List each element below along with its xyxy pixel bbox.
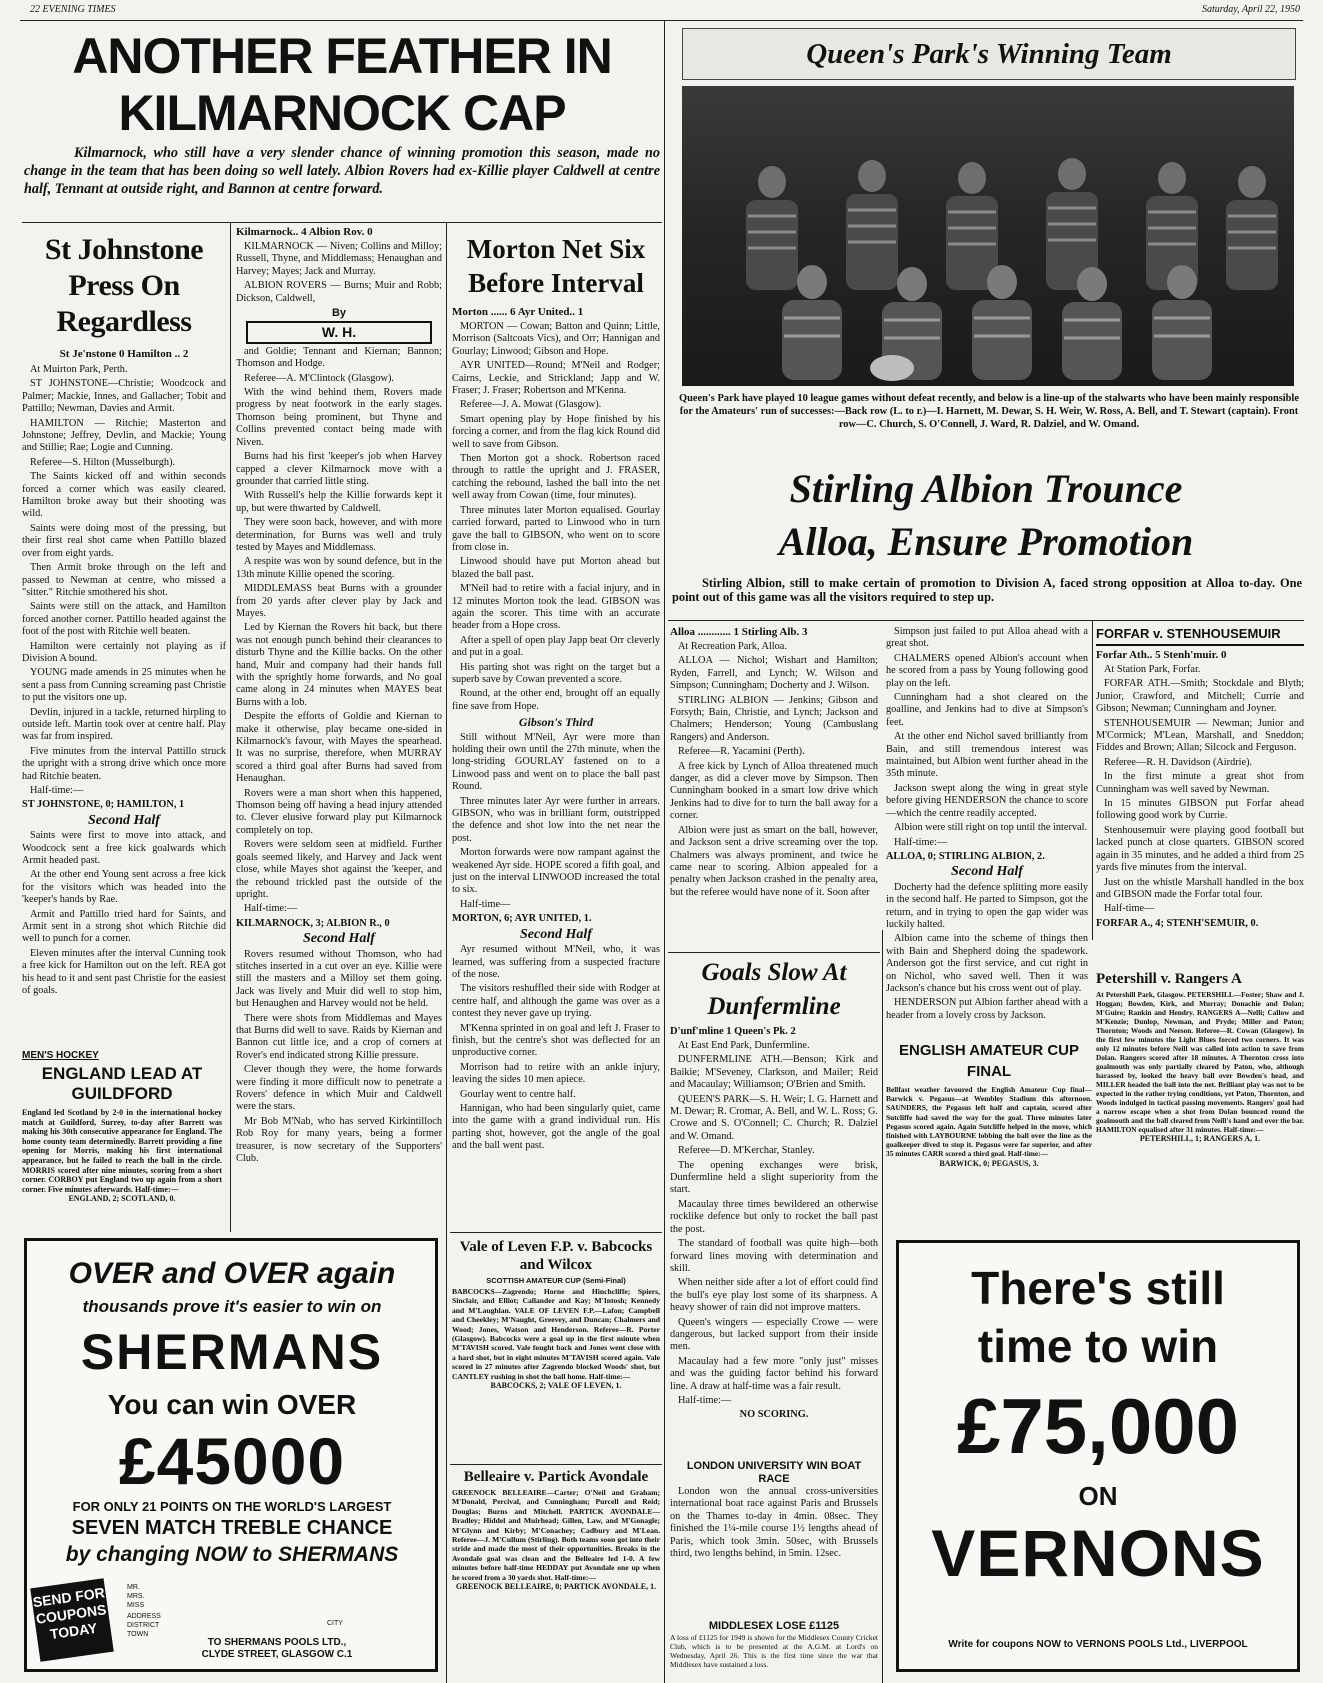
paragraph: Cunningham had a shot cleared on the goalline, and Jenkins had to dive at Simpson's feet. [886,692,1088,728]
forfar-score: Forfar Ath.. 5 Stenh'muir. 0 [1096,649,1227,661]
paragraph: Rovers were a man short when this happened, Thomson being off having a head injury attended to. Clever elusive forward play put Kilmarnock completely on top. [236,787,442,836]
paragraph: Saints were doing most of the pressing, but their first real shot came when Pattillo blazed over from eight yards. [22,522,226,559]
paragraph: YOUNG made amends in 25 minutes when he sent a pass from Cunning screaming past Christie to put the visitors one up. [22,667,226,704]
section-rule [450,1232,662,1233]
belleaire-headline: Belleaire v. Partick Avondale [463,1469,649,1485]
shermans-line2: thousands prove it's easier to win on [82,1297,382,1316]
paragraph: The Saints kicked off and within seconds forced a corner which was easily cleared. Hamilton broke away but their shooting was wild. [22,471,226,520]
paragraph: Referee—S. Hilton (Musselburgh). [30,456,176,468]
paragraph: Despite the efforts of Goldie and Kiernan to make it otherwise, play became one-sided in Kilmarnock's favour, with Mayes the spearhead. It was no surprise, therefore, when MURRAY scored a third goal after Burns had saved from Henaughan. [236,711,442,785]
paragraph: Queen's wingers — especially Crowe — were dangerous, but lacked support from their inside men. [670,1316,878,1353]
middlesex-article [670,1620,878,1682]
photo-title-box [682,28,1296,80]
form-label: DISTRICT [127,1622,160,1629]
dunfermline-score: D'unf'mline 1 Queen's Pk. 2 [670,1026,796,1037]
shermans-footer [127,1637,427,1661]
coupon-badge-label: SEND FOR COUPONS TODAY [31,1584,108,1643]
morton-body [452,321,660,1153]
shermans-line3: You can win OVER [107,1389,357,1420]
vale-kicker: SCOTTISH AMATEUR CUP (Semi-Final) [486,1276,626,1285]
paragraph: Still without M'Neil, Ayr were more than holding their own until the 27th minute, when the long-striding GOURLAY fastened on to a Linwood pass and went on to place the ball past Round. [452,731,660,793]
paragraph: ST JOHNSTONE, 0; HAMILTON, 1 [22,799,185,811]
paragraph: A respite was won by sound defence, but in the 13th minute Killie opened the scoring. [236,556,442,580]
shermans-footer2: CLYDE STREET, GLASGOW C.1 [201,1649,353,1660]
english-amateur-result: BARWICK, 0; PEGASUS, 3. [939,1158,1039,1168]
column-rule [1092,620,1093,940]
vale-article [452,1238,660,1468]
team-photo-image [682,86,1294,386]
belleaire-body: GREENOCK BELLEAIRE—Carter; O'Neil and Graham; M'Donald, Percival, and Cunningham; Purcell and Reid; Douglas; Burns and Mitchell. PARTICK AVONDALE—Bradley; Hiddel and Muirhead; Gillen, Law, and M'Gonagle; M'Glynn and Kirby; M'Conachey; Cadbury and M'Lean. Referee—J. M'Cullum (Stirling). Both teams soon got into their stride and made the most of their opportunities. Breaks in the Avondale goal was clean and the Belleaire led 1-0. A few minutes before half-time HEDDAY put Avondale one up when he scored from a 30 yards shot. Half-time:— [452,1488,660,1582]
form-label: ADDRESS [127,1613,161,1620]
paragraph: His parting shot was right on the target but a superb save by Cowan prevented a score. [452,661,660,685]
paragraph: MORTON, 6; AYR UNITED, 1. [452,913,592,925]
forfar-body [1096,664,1304,930]
byline-label: By [331,307,347,320]
photo-caption: Queen's Park have played 10 league games without defeat recently, and below is a line-up of the stalwarts who have been mainly responsible for the Amateurs' run of successes:—Back row (L. to r.)—I. Harnett, M. Dewar, S. H. Weir, W. Ross, A. Bell, and T. Stewart (captain). Front row—C. Church, S. O'Connell, J. Ward, R. Dalziel, and W. Omand. [679,393,1299,430]
paragraph: Macaulay three times bewildered an otherwise rocklike defence but only to rocket the ball past the post. [670,1198,878,1235]
st-johnstone-headline: St Johnstone Press On Regardless [44,233,204,338]
paragraph: Smart opening play by Hope finished by his forcing a corner, and from the flag kick Round did well to save from Gibson. [452,413,660,450]
paragraph: Referee—J. A. Mowat (Glasgow). [460,399,602,411]
stirling-headline-line2: Alloa, Ensure Promotion [778,519,1194,564]
paragraph: Led by Kiernan the Rovers hit back, but there was not enough punch behind their clearances to disturb Thyne and the Killie backs. On the other hand, Muir and company had their hands full with the sprightly home forwards, and No goal came along in 24 minutes when MAYES beat Burns with a lob. [236,622,442,708]
paragraph: Referee—D. M'Kerchar, Stanley. [678,1145,815,1157]
kilmarnock-body [236,241,442,1165]
paragraph: Eleven minutes after the interval Cunning took a free kick for Hamilton out on the left. REA got his head to it and sent past Christie for the easiest of goals. [22,947,226,997]
paragraph: Morrison had to retire with an ankle injury, leaving the sides 10 men apiece. [452,1061,660,1086]
middlesex-headline: MIDDLESEX LOSE £1125 [708,1620,840,1632]
form-label: MR. [127,1584,140,1591]
paragraph: With the wind behind them, Rovers made progress by neat footwork in the early stages. Thomson being prominent, but Thyne and Collins prevented contact being made with Niven. [236,387,442,448]
shermans-line4: FOR ONLY 21 POINTS ON THE WORLD'S LARGEST [72,1499,392,1514]
paragraph: Jackson swept along the wing in great style before giving HENDERSON the chance to score—which the centre readily accepted. [886,782,1088,819]
paragraph: ALLOA — Nichol; Wishart and Hamilton; Ryden, Farrell, and Lynch; W. Wilson and Simpson; Cunningham; Docherty and J. Wilson. [670,655,878,692]
paragraph: With Russell's help the Killie forwards kept it up, but were thwarted by Caldwell. [236,490,442,514]
stirling-body-right [886,626,1088,1022]
st-johnstone-body [22,364,226,998]
vernons-line3: ON [1078,1481,1118,1511]
paragraph: Docherty had the defence splitting more easily in the second half. He parted to Simpson, got the return, and in trying to open the gap wider was luckily halted. [886,881,1088,930]
vernons-footer: Write for coupons NOW to VERNONS POOLS Ltd., LIVERPOOL [948,1639,1248,1650]
paragraph: Hannigan, who had been singularly quiet, came into the game with a grand individual run. His parting shot, however, got the angle of the goal and the ball went past. [452,1102,660,1152]
coupon-form [127,1583,417,1639]
shermans-line5: SEVEN MATCH TREBLE CHANCE [71,1517,393,1539]
paragraph: A free kick by Lynch of Alloa threatened much danger, as did a clever move by Simpson. Then Cunningham booked in a smart low drive which Jenkins had to dive for to turn the ball away for a corner. [670,760,878,822]
dunfermline-headline: Goals Slow At Dunfermline [701,959,847,1020]
paragraph: Half-time— [1104,903,1155,915]
paragraph: Devlin, injured in a tackle, returned hirpling to outside left. Martin took over at centre half. Play was far from inspired. [22,706,226,743]
paragraph: Macaulay had a few more "only just" misses and was the guiding factor behind his forward line. A draw at half-time was a fair result. [670,1355,878,1392]
vale-result: BABCOCKS, 2; VALE OF LEVEN, 1. [490,1381,622,1391]
section-rule [668,952,880,953]
section-rule [668,620,1304,621]
paragraph: In the first minute a great shot from Cunningham was well saved by Newman. [1096,771,1304,795]
paragraph: Mr Bob M'Nab, who has served Kirkintilloch Rob Roy for many years, being a former treasurer, is now secretary of the Supporters' Club. [236,1115,442,1165]
paragraph: At Muirton Park, Perth. [30,364,128,375]
byline: W. H. [246,321,432,343]
paragraph: NO SCORING. [739,1409,809,1421]
boat-race-headline: LONDON UNIVERSITY WIN BOAT RACE [686,1460,862,1485]
masthead-left: 22 EVENING TIMES [30,4,116,15]
paragraph: Just on the whistle Marshall handled in the box and GIBSON made the Forfar total four. [1096,876,1304,900]
shermans-footer1: TO SHERMANS POOLS LTD., [207,1637,347,1648]
stirling-headline-line1: Stirling Albion Trounce [789,466,1183,511]
shermans-amount: £45000 [118,1424,346,1498]
section-rule [22,222,662,223]
paragraph: ST JOHNSTONE—Christie; Woodcock and Palmer; Mackie, Innes, and Gallacher; Tobit and Pattillo; Newman, Davies and Armit. [22,378,226,415]
paragraph: M'Neil had to retire with a facial injury, and in 12 minutes Morton took the lead. GIBSON was again the scorer. This time with an accurate header from a Hope cross. [452,583,660,632]
paragraph: At the other end Nichol saved brilliantly from Bain, and still tremendous interest was maintained, but Albion went further ahead in the 35th minute. [886,731,1088,780]
english-amateur-body: Bellfast weather favoured the English Amateur Cup final—Barwick v. Pegasus—at Wembley Stadium this afternoon. SAUNDERS, the Pegasus left half and captain, scored after Sutcliffe had saved the way for the goal. Three minutes later Pegasus scored again. Again Sutcliffe helped in the move, which finished with LAYBOURNE lobbing the ball over the line as the goalkeeper dived to stop it. Pegasus were far superior, and after 35 minutes CARR scored a third goal. Half-time:— [886,1085,1092,1159]
paragraph: After a spell of open play Japp beat Orr cleverly and put in a goal. [452,634,660,659]
stirling-intro: Stirling Albion, still to make certain of promotion to Division A, faced strong opposition at Alloa to-day. One point out of this game was all the visitors required to step up. [672,576,1302,604]
coupon-badge[interactable] [30,1578,114,1662]
section-rule [450,1464,662,1465]
paragraph: There were shots from Middlemas and Mayes that Burns did well to save. Raids by Kiernan and Bannon cut little ice, and a crop of corners at Rover's end indicated strong Killie pressure. [236,1012,442,1061]
paragraph: Rovers were seldom seen at midfield. Further goals seemed likely, and Harvey and Jack went close, while Mayes shot against the 'keeper, and the rebound trickled past the outside of the upright. [236,839,442,900]
paragraph: FORFAR A., 4; STENH'SEMUIR, 0. [1096,917,1259,929]
st-johnstone-article [22,228,226,1063]
paragraph: Saints were first to move into attack, and Woodcock sent a free kick goalwards which Armit headed past. [22,830,226,867]
paragraph: Half-time:— [30,785,84,796]
paragraph: At the other end Young sent across a free kick for the visitors which was headed into the 'keeper's hands by Rae. [22,869,226,906]
paragraph: Half-time:— [678,1394,732,1406]
subheading: Gibson's Third [518,715,594,730]
paragraph: Three minutes later Ayr were further in arrears. GIBSON, who was in brilliant form, outstripped the defence and shot low into the net near the post. [452,795,660,844]
belleaire-article [452,1468,660,1680]
stirling-headline [670,462,1302,572]
paragraph: MIDDLEMASS beat Burns with a grounder from 20 yards after clever play by Jack and Mayes. [236,583,442,619]
paragraph: Gourlay went to centre half. [460,1088,576,1100]
paragraph: HAMILTON — Ritchie; Masterton and Johnstone; Jeffrey, Devlin, and Mackie; Young and Stillie; Rae; Logie and Cunning. [22,417,226,454]
english-amateur-headline: ENGLISH AMATEUR CUP FINAL [899,1042,1079,1080]
paragraph: They were soon back, however, and with more determination, for Burns was well and truly tested by Mayes and Middlemass. [236,517,442,553]
paragraph: FORFAR ATH.—Smith; Stockdale and Blyth; Junior, Crawford, and Mitchell; Currie and Gibson; Newman; Cunningham and Joyner. [1096,678,1304,715]
paragraph: STIRLING ALBION — Jenkins; Gibson and Forsyth; Bain, Christie, and Lynch; Jackson and Chalmers; Henderson; Young (Cambuslang Rangers) and Anderson. [670,694,878,743]
paragraph: STENHOUSEMUIR — Newman; Junior and M'Cormick; M'Lean, Marshall, and Sneddon; Fiddes and Brown; Allan; Silcock and Ferguson. [1096,717,1304,754]
vernons-brand: VERNONS [931,1516,1265,1590]
paragraph: When neither side after a lot of effort could find the bull's eye play lost some of its sharpness. A heavy shower of rain did not improve matters. [670,1277,878,1314]
subheading: Second Half [303,931,375,947]
paragraph: QUEEN'S PARK—S. H. Weir; I. G. Harnett and M. Dewar; R. Cromar, A. Bell, and W. L. Ross; G. Crowe and S. O'Connell; C. Church; R. Dalziel and W. Omand. [670,1093,878,1142]
petershill-headline: Petershill v. Rangers A [1096,971,1242,987]
paragraph: ALLOA, 0; STIRLING ALBION, 2. [886,850,1045,862]
masthead-right: Saturday, April 22, 1950 [1201,4,1300,15]
paragraph: Then Armit broke through on the left and passed to Newman at centre, who missed a "sitter." Ritchie smothered his shot. [22,562,226,598]
shermans-line1: OVER and OVER again [68,1257,396,1290]
paragraph: Referee—R. H. Davidson (Airdrie). [1104,756,1253,768]
forfar-article [1096,626,1304,956]
paragraph: HENDERSON put Albion farther ahead with a header from a lovely cross by Jackson. [886,997,1088,1021]
dunfermline-body [670,1040,878,1422]
paragraph: KILMARNOCK, 3; ALBION R., 0 [236,917,390,929]
paragraph: KILMARNOCK — Niven; Collins and Milloy; Russell, Thyne, and Middlemass; Henaughan and Harvey; Mayes; Jack and Murray. [236,241,442,277]
boat-race-article [670,1460,878,1560]
paragraph: Referee—R. Yacamini (Perth). [678,746,805,758]
paragraph: M'Kenna sprinted in on goal and left J. Fraser to finish, but the centre's shot was deflected for an unproductive corner. [452,1022,660,1059]
column-rule [882,930,883,1683]
kilmarnock-score: Kilmarnock.. 4 Albion Rov. 0 [236,226,373,238]
column-rule [446,222,447,1683]
lead-headline [22,28,662,144]
vernons-line2: time to win [977,1320,1219,1372]
form-label: MRS. [127,1593,145,1600]
paragraph: Armit and Pattillo tried hard for Saints, and Armit sent in a strong shot which Ritchie did well to punch for a corner. [22,908,226,945]
paragraph: MORTON — Cowan; Batton and Quinn; Little, Morrison (Saltcoats Vics), and Orr; Hannigan and Gourlay; Linwood; Gibson and Hope. [452,321,660,357]
subheading: Second Half [951,864,1023,880]
paragraph: Hamilton were certainly not playing as if Division A bound. [22,640,226,664]
paragraph: Half-time:— [244,903,298,915]
form-label: TOWN [127,1631,149,1638]
paragraph: Ayr resumed without M'Neil, who, it was learned, was suffering from a suspected fracture of the nose. [452,944,660,980]
paragraph: At Station Park, Forfar. [1104,664,1201,675]
belleaire-result: GREENOCK BELLEAIRE, 0; PARTICK AVONDALE, 1. [455,1582,657,1592]
boat-race-body: London won the annual cross-universities international boat race against Paris and Brussels on the Thames to-day in 4min. 08sec. They finished the 1¼-mile course 1½ lengths ahead of Paris, which took 3min. 50sec, with Brussels third, two lengths behind, in 5min. 12sec. [670,1486,878,1560]
paragraph: The opening exchanges were brisk, Dunfermline held a slight superiority from the start. [670,1159,878,1196]
hockey-body: England led Scotland by 2-0 in the international hockey match at Guildford, Surrey, to-day after Barrett was making his 30th consecutive appearance for England. The home county team determinedly. Barrett providing a fine opening for Morris, making his first international appearance, but he failed to reach the ball in the circle. MORRIS scored after nine minutes, scoring from a short corner. CORBOY put England two up again from a short corner. Five minutes afterwards. Half-time:— [22,1108,222,1194]
paragraph: Clever though they were, the home forwards were finding it more difficult now to penetrate a Rovers' defence in which Muir and Caldwell were the stars. [236,1064,442,1113]
photo-block [676,22,1302,462]
team-photo [682,86,1294,386]
stirling-article-left [670,626,878,950]
paragraph: Referee—A. M'Clintock (Glasgow). [244,372,394,384]
petershill-article [1096,970,1304,1232]
paragraph: DUNFERMLINE ATH.—Benson; Kirk and Baikie; M'Seveney, Clarkson, and Mailer; Reid and Macaulay; Williamson; O'Brien and Smith. [670,1054,878,1091]
paragraph: Simpson just failed to put Alloa ahead with a great shot. [886,626,1088,650]
stirling-body [670,641,878,899]
paragraph: Then Morton got a shock. Robertson raced through to rattle the upright and J. FRASER, catching the rebound, lashed the ball into the net well away from Cowan (time, four minutes). [452,453,660,502]
paragraph: In 15 minutes GIBSON put Forfar ahead following good work by Currie. [1096,798,1304,822]
paragraph: Albion were still right on top until the interval. [894,822,1088,834]
shermans-ad [24,1238,438,1672]
kilmarnock-article [236,226,442,1165]
paragraph: The standard of football was quite high—both forward lines moving with determination and skill. [670,1238,878,1274]
vernons-line1: There's still [971,1262,1225,1314]
paragraph: Morton forwards were now rampant against the weakened Ayr side. HOPE scored a fifth goal, and just on the interval LINWOOD increased the total to six. [452,847,660,896]
paragraph: Linwood should have put Morton ahead but blazed the ball past. [452,556,660,580]
stirling-article-right [886,626,1088,1031]
paragraph: Round, at the other end, brought off an equally fine save from Hope. [452,688,660,712]
paragraph: CHALMERS opened Albion's account when he scored from a pass by Young following good play on the left. [886,652,1088,689]
paragraph: ALBION ROVERS — Burns; Muir and Robb; Dickson, Caldwell, [236,280,442,304]
paragraph: Stenhousemuir were playing good football but lacked punch at close quarters. GIBSON scored again in 35 minutes, and he added a third from 25 yards five minutes from the interval. [1096,824,1304,874]
petershill-body: At Petershill Park, Glasgow. PETERSHILL—Foster; Shaw and J. Hoggan; Bowden, Kirk, and Murray; Donachie and Dolan; M'Guire; Rankin and Hendry. RANGERS A—Nelli; Callow and M'Kenzie; Dunlop, Newman, and Pryde; Miller and Paton; Thornton; Woods and Neeson. Referee—R. Cowan (Glasgow). In the first few minutes the Light Blues forced two corners. It was only 12 minutes before Neill was called into action to save from Dolan. Rangers scored after 18 minutes. A Thornton cross into goalmouth was only partially cleared by Paton, who, although harassed by, looked the heavy ball over Bowden's head, and MILLER headed the ball into the net. Brilliant play was not to be expected in the rather trying conditions, yet Paton, Thornton, and Woods indulged in tactical passing movements. Rangers' goal had a narrow escape when a shot from Dolan bounced round the goalmouth and the ball cleared from Neill's hand and over the bar. HAMILTON equalised after 31 minutes. Half-time:— [1096,990,1304,1134]
vale-headline: Vale of Leven F.P. v. Babcocks and Wilcox [459,1239,653,1273]
hockey-headline: ENGLAND LEAD AT GUILDFORD [41,1064,203,1103]
masthead-rule [20,20,1303,21]
hockey-kicker: MEN'S HOCKEY [22,1050,99,1061]
morton-score: Morton ...... 6 Ayr United.. 1 [452,306,584,318]
paragraph: At East End Park, Dunfermline. [678,1040,810,1051]
dunfermline-article [670,956,878,1426]
stirling-score: Alloa ............ 1 Stirling Alb. 3 [670,626,808,638]
byline-box [236,307,442,344]
paragraph: Burns had his first 'keeper's job when Harvey capped a clever Kilmarnock move with a grounder that carried little sting. [236,451,442,487]
petershill-result: PETERSHILL, 1; RANGERS A, 1. [1139,1134,1261,1143]
shermans-brand: SHERMANS [80,1324,384,1380]
paragraph: Albion came into the scheme of things then with Bain and Shepherd doing the spadework. Anderson got the first service, and cut right in on Nichol, who saved well. Then it was Jackson's chance but his cross went out of play. [886,933,1088,994]
paragraph: and Goldie; Tennant and Kiernan; Bannon; Thomson and Hodge. [236,345,442,370]
paragraph: AYR UNITED—Round; M'Neil and Rodger; Cairns, Leckie, and Strickland; Japp and W. Fraser; J. Fraser; Robertson and M'Kenna. [452,360,660,397]
paragraph: Albion were just as smart on the ball, however, and Jackson sent a drive screaming over the top. Chalmers was always prominent, and twice he came near to scoring. Albion appealed for a penalty when Jackson crashed in the penalty area, but the referee would have none of it. Soon after [670,824,878,898]
forfar-headline: FORFAR v. STENHOUSEMUIR [1096,626,1304,646]
lead-intro: Kilmarnock, who still have a very slender chance of winning promotion this season, made no change in the team that has been doing so well lately. Albion Rovers had ex-Killie player Caldwell at centre half, Tennant at outside right, and Bannon at centre forward. [24,145,660,197]
form-label: MISS [127,1602,145,1609]
masthead [30,4,1300,20]
vernons-amount: £75,000 [957,1382,1239,1470]
vernons-ad [896,1240,1300,1672]
paragraph: Five minutes from the interval Pattillo struck the upright with a strong drive which once more had Ritchie beaten. [22,745,226,782]
english-amateur-article [886,1040,1092,1230]
paragraph: Rovers resumed without Thomson, who had stitches inserted in a cut over an eye. Killie were still the masters and a Milloy set them going. Jack was lively and Muir did well to stop him, but Henaughen and Harvey would not be held. [236,948,442,1010]
subheading: Second Half [88,812,160,828]
photo-title: Queen's Park's Winning Team [806,38,1172,70]
vale-body: BABCOCKS—Zagrendo; Horne and Hinchcliffe; Spiers, Sinclair, and Elliot; Callander and Kay; M'Intosh; Kennedy and M'Laughlan. VALE OF LEVEN F.P.—Lafon; Campbell and Cheekley; M'Naught, Greevey, and Duncan; Chalmers and Wood; Jones, Watson and Henderson. Referee—R. Porter (Glasgow). Babcocks were a goal up in the first minute when M'TAVISH scored. Vale fought back and Jones went close with a hard shot, but in eight minutes M'TAVISH scored again. Vale scored in 27 minutes after Zagrendo blocked Woods' shot, but CANTLEY rushing in shot the ball home. Half-time:— [452,1287,660,1381]
paragraph: Half-time:— [894,836,948,848]
st-johnstone-score: St Je'nstone 0 Hamilton .. 2 [59,348,189,360]
paragraph: The visitors reshuffled their side with Rodger at centre half, and although the game was over as a contest they never gave up trying. [452,983,660,1020]
morton-headline: Morton Net Six Before Interval [466,234,646,298]
paragraph: Half-time— [460,898,511,910]
column-rule [664,20,665,1683]
paragraph: Saints were still on the attack, and Hamilton forced another corner. Pattillo headed against the foot of the post with Ritchie well beaten. [22,601,226,638]
subheading: Second Half [520,926,592,942]
hockey-result: ENGLAND, 2; SCOTLAND, 0. [68,1194,176,1204]
paragraph: Three minutes later Morton equalised. Gourlay carried forward, parted to Linwood who in turn gave the ball to GIBSON, who went on to score from close in. [452,504,660,553]
lead-headline-line2: KILMARNOCK CAP [118,85,566,141]
form-label: CITY [327,1620,343,1627]
middlesex-body: A loss of £1125 for 1949 is shown for the Middlesex County Cricket Club, which is to be presented at the A.G.M. at Lord's on Wednesday, April 26. This is the first time since the war that Middlesex have sustained a loss. [670,1633,878,1669]
morton-article [452,226,660,1226]
paragraph: At Recreation Park, Alloa. [678,641,787,652]
lead-headline-line1: ANOTHER FEATHER IN [72,28,612,84]
shermans-line6: by changing NOW to SHERMANS [65,1543,399,1566]
